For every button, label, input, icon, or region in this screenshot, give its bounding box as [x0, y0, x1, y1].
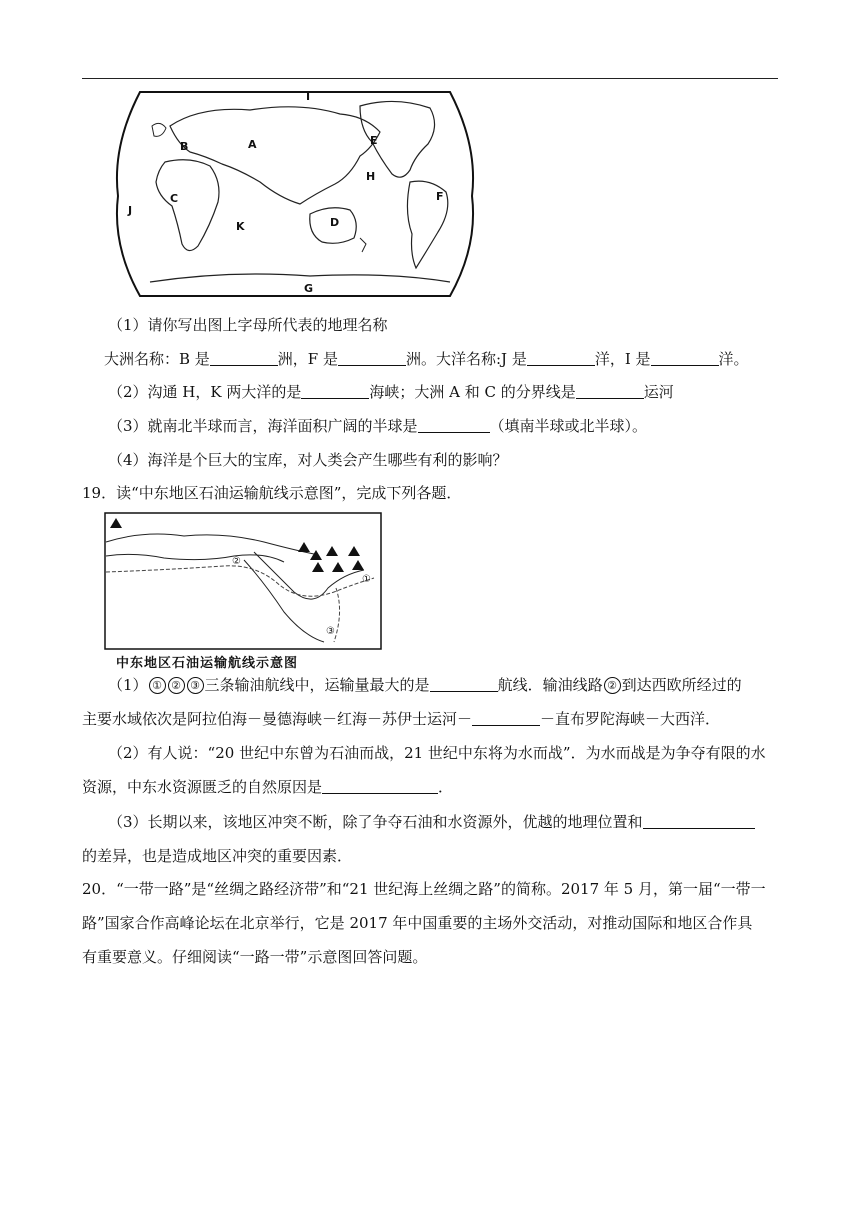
map-label-j: J	[128, 204, 133, 217]
q19-part1-line2: 主要水域依次是阿拉伯海－曼德海峡－红海－苏伊士运河－ －直布罗陀海峡－大西洋．	[82, 710, 721, 728]
q20-line3: 有重要意义。仔细阅读“一路一带”示意图回答问题。	[82, 948, 428, 966]
map-label-b: B	[180, 140, 189, 153]
q20-line1: 20．“一带一路”是“丝绸之路经济带”和“21 世纪海上丝绸之路”的简称。2017 年 5 月，第一届“一带一	[82, 880, 766, 898]
blank-route[interactable]	[430, 676, 498, 692]
blank-canal[interactable]	[576, 383, 644, 399]
q19-part3-line1: （3）长期以来，该地区冲突不断，除了争夺石油和水资源外，优越的地理位置和	[108, 811, 755, 833]
map-label-e: E	[370, 134, 378, 147]
map-caption: 中东地区石油运输航线示意图	[116, 656, 299, 671]
map-label-h: H	[366, 170, 376, 183]
map-label-k: K	[236, 220, 245, 233]
blank-f[interactable]	[338, 350, 406, 366]
q19-title: 19．读“中东地区石油运输航线示意图”，完成下列各题．	[82, 484, 462, 502]
route-label-2: ②	[232, 556, 241, 567]
q19-part2-line1: （2）有人说：“20 世纪中东曾为石油而战，21 世纪中东将为水而战”．为水而战是为争夺有限的水	[108, 744, 766, 762]
route-label-3: ③	[326, 626, 335, 637]
route-label-1: ①	[362, 574, 371, 585]
q18-part3-line: （3）就南北半球而言，海洋面积广阔的半球是 （填南半球或北半球）。	[108, 417, 648, 435]
map-label-i: I	[306, 90, 311, 103]
header-rule	[82, 78, 778, 79]
q19-part3-line2: 的差异，也是造成地区冲突的重要因素．	[82, 847, 353, 865]
map-label-a: A	[248, 138, 257, 151]
world-map	[110, 86, 480, 300]
blank-hemisphere[interactable]	[418, 417, 490, 433]
q18-part2-line: （2）沟通 H，K 两大洋的是 海峡；大洲 A 和 C 的分界线是 运河	[108, 383, 674, 401]
middle-east-map	[104, 512, 382, 650]
blank-i[interactable]	[651, 350, 719, 366]
blank-strait[interactable]	[301, 383, 369, 399]
map-label-d: D	[330, 216, 340, 229]
q19-part1-line1: （1） ① ② ③ 三条输油航线中，运输量最大的是 航线．输油线路 ② 到达西欧所经过的	[108, 676, 742, 694]
q19-part2-line2: 资源，中东水资源匮乏的自然原因是 ．	[82, 778, 454, 796]
blank-sea[interactable]	[472, 710, 540, 726]
q18-part1-title: （1）请你写出图上字母所代表的地理名称	[108, 316, 388, 334]
map-label-c: C	[170, 192, 179, 205]
q18-part1-line: 大洲名称：B 是 洲，F 是 洲。大洋名称:J 是 洋，I 是 洋。	[104, 350, 749, 368]
map-label-f: F	[436, 190, 444, 203]
blank-b[interactable]	[210, 350, 278, 366]
q20-line2: 路”国家合作高峰论坛在北京举行，它是 2017 年中国重要的主场外交活动，对推动国际和地区合作具	[82, 914, 753, 932]
blank-difference[interactable]	[643, 813, 755, 829]
blank-water-reason[interactable]	[322, 778, 438, 794]
q18-part4-line: （4）海洋是个巨大的宝库，对人类会产生哪些有利的影响？	[108, 451, 508, 469]
blank-j[interactable]	[527, 350, 595, 366]
map-label-g: G	[304, 282, 314, 295]
